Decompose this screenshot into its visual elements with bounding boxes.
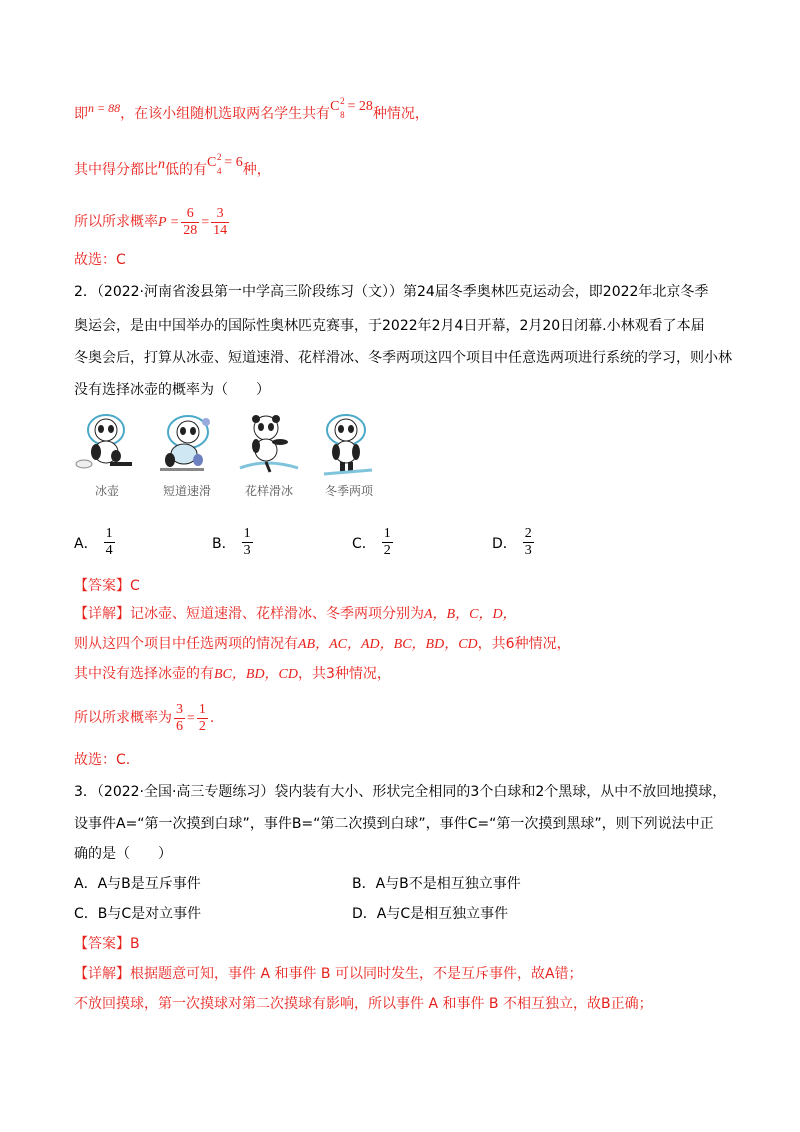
comb-sup: 2 — [217, 152, 222, 162]
comb-value: = 6 — [224, 155, 243, 170]
q3-line-3: 确的是（ ） — [74, 846, 172, 862]
solution-line-2 — [74, 152, 271, 181]
text: 其中得分都比 — [74, 162, 158, 178]
text: 种， — [242, 162, 271, 178]
q2-choose: 故选：C. — [74, 752, 131, 768]
equals: = — [187, 711, 195, 726]
denominator: 28 — [183, 222, 198, 238]
numerator: 6 — [181, 206, 199, 223]
period: . — [209, 710, 215, 726]
q2-line-3: 冬奥会后，打算从冰壶、短道速滑、花样滑冰、冬季两项这四个项目中任意选两项进行系统的学习，则小林 — [74, 350, 732, 366]
n-variable: n — [158, 157, 165, 172]
q2-answer: 【答案】C — [74, 578, 140, 594]
q2-options — [74, 526, 674, 562]
denominator: 4 — [105, 543, 113, 558]
numerator: 1 — [105, 526, 113, 541]
option-a[interactable] — [74, 526, 117, 559]
text: 种情况， — [372, 106, 429, 122]
text: 所以所求概率为 — [74, 710, 172, 726]
q3-detail-1: 【详解】根据题意可知，事件 A 和事件 B 可以同时发生，不是互斥事件，故A错； — [74, 966, 583, 982]
denominator: 2 — [383, 543, 391, 558]
q3-detail-2: 不放回摸球，第一次摸球对第二次摸球有影响，所以事件 A 和事件 B 不相互独立，故B正确； — [74, 996, 653, 1012]
q3-option-c[interactable]: C．B与C是对立事件 — [74, 906, 202, 922]
caption-figure-skating: 花样滑冰 — [244, 484, 293, 498]
q2-detail-2 — [74, 634, 571, 655]
denominator: 2 — [198, 718, 206, 734]
numerator: 1 — [383, 526, 391, 541]
option-label: C． — [352, 535, 376, 552]
numerator: 1 — [243, 526, 251, 541]
option-b[interactable] — [212, 526, 255, 559]
fraction-6-28 — [181, 206, 199, 239]
picture-curling — [70, 412, 140, 504]
solution-line-1 — [74, 96, 429, 125]
q3-option-d[interactable]: D．A与C是相互独立事件 — [352, 906, 509, 922]
comb-value: = 28 — [347, 99, 373, 114]
fraction-3-6 — [174, 702, 185, 735]
numerator: 3 — [211, 206, 229, 223]
panda-curling-icon — [74, 412, 140, 478]
picture-speed-skating — [150, 412, 220, 504]
option-fraction — [104, 526, 115, 559]
denominator: 6 — [176, 718, 183, 734]
q3-option-b[interactable]: B．A与B不是相互独立事件 — [352, 876, 521, 892]
q2-detail-1 — [74, 604, 517, 625]
q2-detail-3 — [74, 664, 391, 685]
option-c[interactable] — [352, 526, 395, 559]
comb-sub: 4 — [217, 166, 222, 176]
choose-line: 故选：C — [74, 252, 126, 268]
comb-sup: 2 — [340, 96, 345, 106]
denominator: 14 — [213, 222, 228, 238]
q2-line-2: 奥运会，是由中国举办的国际性奥林匹克赛事，于2022年2月4日开幕，2月20日闭幕.小林观看了本届 — [74, 318, 705, 334]
panda-biathlon-icon — [316, 412, 382, 478]
denominator: 3 — [243, 543, 251, 558]
probability-symbol: P = — [158, 215, 180, 230]
text: 其中没有选择冰壶的有 — [74, 666, 214, 682]
option-label: A． — [74, 535, 98, 552]
picture-biathlon — [312, 412, 382, 504]
text: 记冰壶、短道速滑、花样滑冰、冬季两项分别为 — [130, 606, 424, 622]
panda-speed-skating-icon — [154, 412, 220, 478]
text: 则从这四个项目中任选两项的情况有 — [74, 636, 298, 652]
option-fraction — [382, 526, 393, 559]
text: 即 — [74, 106, 88, 122]
fraction-1-2 — [197, 702, 208, 735]
q2-line-4: 没有选择冰壶的概率为（ ） — [74, 382, 270, 398]
text: ，共3种情况， — [298, 666, 391, 682]
numerator: 1 — [198, 701, 206, 717]
solution-line-3 — [74, 204, 231, 241]
option-label: D． — [492, 535, 517, 552]
caption-curling: 冰壶 — [94, 484, 119, 498]
comb-sub: 8 — [340, 110, 345, 120]
pairs: AB，AC，AD，BC，BD，CD — [298, 637, 478, 652]
numerator: 3 — [176, 701, 183, 717]
combination-c8-2: C 2 8 — [330, 97, 339, 117]
option-label: B． — [212, 535, 236, 552]
equals: = — [201, 215, 210, 230]
q3-line-2: 设事件A=“第一次摸到白球”，事件B=“第二次摸到白球”，事件C=“第一次摸到黑球”，则下列说法中正 — [74, 816, 714, 832]
detail-tag: 【详解】 — [74, 606, 130, 622]
variables: A，B，C，D， — [424, 607, 517, 622]
q3-answer: 【答案】B — [74, 936, 140, 952]
option-d[interactable] — [492, 526, 536, 559]
text: 所以所求概率 — [74, 214, 158, 230]
q3-line-1: 3．（2022·全国·高三专题练习）袋内装有大小、形状完全相同的3个白球和2个黑球，从中不放回地摸球， — [74, 784, 727, 800]
text: ，在该小组随机选取两名学生共有 — [120, 106, 331, 122]
pairs: BC，BD，CD — [214, 667, 298, 682]
denominator: 3 — [524, 543, 532, 558]
picture-figure-skating — [232, 412, 302, 504]
sport-pictures — [70, 412, 380, 504]
q2-detail-4 — [74, 700, 214, 737]
combination-c4-2: C 2 4 — [207, 153, 216, 173]
panda-figure-skating-icon — [236, 412, 302, 478]
text: ，共6种情况， — [477, 636, 571, 652]
q2-line-1: 2．（2022·河南省浚县第一中学高三阶段练习（文））第24届冬季奥林匹克运动会，即2022年北京冬季 — [74, 284, 709, 300]
option-fraction — [242, 526, 253, 559]
q3-option-a[interactable]: A．A与B是互斥事件 — [74, 876, 201, 892]
n-equation: n = 88 — [88, 101, 121, 115]
text: 低的有 — [165, 162, 207, 178]
option-fraction — [523, 526, 534, 559]
numerator: 2 — [524, 526, 532, 541]
caption-biathlon: 冬季两项 — [324, 484, 373, 498]
fraction-3-14 — [211, 206, 229, 239]
caption-speed-skating: 短道速滑 — [162, 484, 211, 498]
